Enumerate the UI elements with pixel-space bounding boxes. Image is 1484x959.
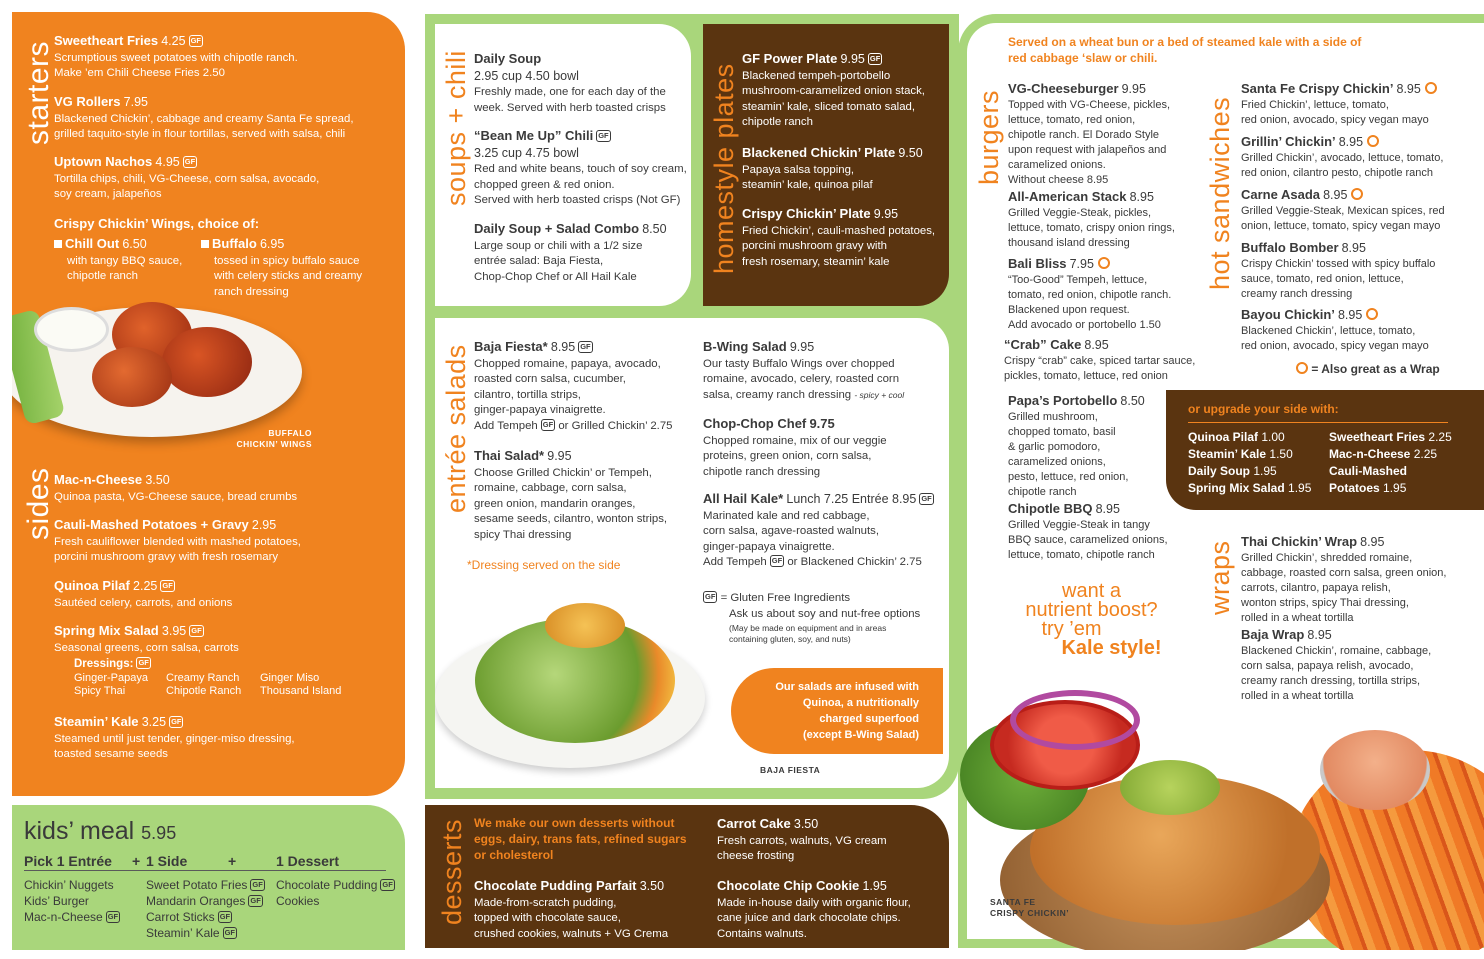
gf-badge: GF	[184, 157, 196, 166]
wrap-legend: = Also great as a Wrap	[1296, 362, 1440, 378]
gf-badge: GF	[542, 419, 554, 429]
quinoa-note-text: Our salads are infused with Quinoa, a nutritionally charged superfood (except B-Wing Salad)	[775, 681, 919, 741]
baja-fiesta-photo	[435, 588, 715, 788]
salads-panel	[435, 318, 949, 788]
soup-salad-combo-item: Daily Soup + Salad Combo 8.50 Large soup or chili with a 1/2 size entrée salad: Baja Fiesta, Chop-Chop Chef or All Hail Kale	[474, 221, 667, 283]
buffalo-bomber-item: Buffalo Bomber 8.95 Crispy Chickin’ tossed with spicy buffalo sauce, tomato, red onion, lettuce, creamy ranch dressing	[1241, 240, 1436, 300]
dressing-note: *Dressing served on the side	[467, 558, 621, 572]
baja-wrap-item: Baja Wrap 8.95 Blackened Chickin’, romaine, cabbage, corn salsa, papaya relish, avocado, creamy ranch dressing, tortilla strips, rolled in a wheat tortilla	[1241, 627, 1432, 702]
homestyle-panel	[703, 24, 949, 306]
gf-badge: GF	[250, 896, 261, 905]
soups-panel	[435, 24, 691, 306]
b-wing-salad-item: B-Wing Salad 9.95 Our tasty Buffalo Wings over chopped romaine, avocado, celery, roasted corn salsa, creamy ranch dressing - spicy + cool	[703, 339, 905, 401]
baja-fiesta-item: Baja Fiesta* 8.95 GF Chopped romaine, papaya, avocado, roasted corn salsa, cucumber, cilantro, tortilla strips, ginger-papaya vinaigrette. Add Tempeh GF or Grilled Chickin’ 2.75	[474, 339, 673, 432]
burgers-header: Served on a wheat bun or a bed of steamed kale with a side of red cabbage ‘slaw or chili.	[1008, 35, 1362, 65]
ranch-cup	[34, 307, 109, 352]
steamin-kale-item: Steamin’ Kale 3.25 GF Steamed until just tender, ginger-miso dressing, toasted sesame seeds	[54, 714, 295, 761]
salads-title: entrée salads	[441, 344, 471, 513]
tortilla-strips	[545, 603, 625, 648]
upgrade-col-b: Sweetheart Fries 2.25 Mac-n-Cheese 2.25 Cauli-Mashed Potatoes 1.95	[1329, 430, 1452, 495]
wraps-title: wraps	[1205, 540, 1235, 615]
papas-portobello-item: Papa’s Portobello 8.50 Grilled mushroom, chopped tomato, basil & garlic pomodoro, caramelized onions, pesto, lettuce, red onion, chipotle ranch	[1008, 393, 1145, 498]
blackened-plate-item: Blackened Chickin’ Plate 9.50 Papaya salsa topping, steamin’ kale, quinoa pilaf	[742, 145, 923, 192]
desserts-intro: We make our own desserts without eggs, dairy, trans fats, refined sugars or cholesterol	[474, 816, 687, 862]
gf-badge: GF	[162, 581, 173, 590]
wings-photo-caption: BUFFALO CHICKIN’ WINGS	[236, 428, 312, 449]
gf-badge: GF	[138, 658, 149, 667]
kids-entrees: Chickin’ Nuggets Kids’ Burger Mac-n-Cheese GF	[24, 878, 119, 924]
wrap-icon	[1351, 188, 1363, 200]
kids-header-row: Pick 1 Entrée + 1 Side + 1 Dessert	[24, 853, 386, 871]
desserts-panel	[425, 805, 949, 948]
upgrade-box	[1166, 390, 1484, 510]
kids-meal-title: kids’ meal 5.95	[24, 817, 177, 845]
cookie-item: Chocolate Chip Cookie 1.95 Made in-house daily with organic flour, cane juice and dark chocolate chips. Contains walnuts.	[717, 878, 911, 940]
kids-desserts: Chocolate Pudding GF Cookies	[276, 878, 393, 908]
gf-badge: GF	[382, 880, 393, 889]
wrap-icon	[1425, 82, 1437, 94]
bayou-chickin-item: Bayou Chickin’ 8.95 Blackened Chickin’, lettuce, tomato, red onion, avocado, spicy vegan mayo	[1241, 307, 1429, 352]
carne-asada-item: Carne Asada 8.95 Grilled Veggie-Steak, Mexican spices, red onion, lettuce, tomato, spicy vegan mayo	[1241, 187, 1445, 232]
pudding-parfait-item: Chocolate Pudding Parfait 3.50 Made-from-scratch pudding, topped with chocolate sauce, crushed cookies, walnuts + VG Crema	[474, 878, 669, 940]
wrap-icon	[1366, 308, 1378, 320]
kids-sides: Sweet Potato Fries GF Mandarin Oranges GF Carrot Sticks GF Steamin’ Kale GF	[146, 878, 263, 940]
desserts-title: desserts	[437, 818, 467, 925]
gf-badge: GF	[191, 626, 202, 635]
bullet-square	[201, 240, 209, 248]
gf-badge: GF	[921, 494, 932, 503]
gf-badge: GF	[705, 592, 716, 601]
mac-n-cheese-item: Mac-n-Cheese 3.50 Quinoa pasta, VG-Cheese sauce, bread crumbs	[54, 472, 298, 503]
bullet-square	[54, 240, 62, 248]
daily-soup-item: Daily Soup 2.95 cup 4.50 bowl Freshly made, one for each day of the week. Served with herb toasted crisps	[474, 51, 666, 114]
homestyle-title: homestyle plates	[709, 63, 739, 274]
hot-sandwiches-title: hot sandwiches	[1205, 96, 1235, 290]
red-onion-ring	[1010, 690, 1140, 750]
sweetheart-fries-item: Sweetheart Fries 4.25 GF Scrumptious sweet potatoes with chipotle ranch. Make ’em Chili Cheese Fries 2.50	[54, 33, 298, 80]
gf-badge: GF	[869, 54, 881, 63]
bali-bliss-item: Bali Bliss 7.95 “Too-Good” Tempeh, lettuce, tomato, red onion, chipotle ranch. Blackened upon request. Add avocado or portobello 1.50	[1008, 256, 1172, 331]
starters-sides-panel	[12, 12, 405, 796]
santa-fe-item: Santa Fe Crispy Chickin’ 8.95 Fried Chickin’, lettuce, tomato, red onion, avocado, spicy vegan mayo	[1241, 80, 1479, 128]
spring-mix-item: Spring Mix Salad 3.95 GF Seasonal greens, corn salsa, carrots	[54, 623, 239, 654]
grillin-chickin-item: Grillin’ Chickin’ 8.95 Grilled Chickin’, avocado, lettuce, tomato, red onion, cilantro pesto, chipotle ranch	[1241, 134, 1444, 179]
chipotle-ranch-cup	[1320, 730, 1430, 810]
gf-badge: GF	[224, 928, 236, 937]
bean-chili-item: “Bean Me Up” Chili GF 3.25 cup 4.75 bowl Red and white beans, touch of soy cream, chopped green & red onion. Served with herb toasted crisps (Not GF)	[474, 128, 687, 207]
gf-badge: GF	[171, 717, 182, 726]
starters-title: starters	[22, 40, 55, 145]
gf-badge: GF	[580, 342, 591, 351]
salad-photo-caption: BAJA FIESTA	[760, 765, 821, 775]
gf-badge: GF	[771, 556, 783, 566]
quinoa-pilaf-item: Quinoa Pilaf 2.25 GF Sautéed celery, carrots, and onions	[54, 578, 233, 609]
crab-cake-item: “Crab” Cake 8.95 Crispy “crab” cake, spiced tartar sauce, pickles, tomato, lettuce, red onion	[1004, 337, 1196, 382]
chop-chop-item: Chop-Chop Chef 9.75 Chopped romaine, mix of our veggie proteins, green onion, corn salsa, chipotle ranch dressing	[703, 416, 887, 478]
vg-cheeseburger-item: VG-Cheeseburger 9.95 Topped with VG-Cheese, pickles, lettuce, tomato, red onion, chipotle ranch. El Dorado Style upon request with jalapeños and caramelized onions. Without cheese 8.95	[1008, 81, 1171, 186]
all-american-item: All-American Stack 8.95 Grilled Veggie-Steak, pickles, lettuce, tomato, crispy onion rings, thousand island dressing	[1008, 189, 1175, 249]
kale-promo: want a nutrient boost? try ’em Kale style!	[1025, 580, 1162, 659]
chipotle-bbq-item: Chipotle BBQ 8.95 Grilled Veggie-Steak in tangy BBQ sauce, caramelized onions, lettuce, tomato, chipotle ranch	[1008, 501, 1168, 561]
buffalo-wings-photo	[12, 287, 302, 447]
gf-legend: GF = Gluten Free Ingredients Ask us about soy and nut-free options	[705, 592, 921, 620]
gf-badge: GF	[107, 912, 119, 921]
soups-title: soups + chili	[441, 50, 471, 206]
uptown-nachos-item: Uptown Nachos 4.95 GF Tortilla chips, chili, VG-Cheese, corn salsa, avocado, soy cream, jalapeños	[54, 154, 320, 201]
wings-heading: Crispy Chickin’ Wings, choice of:	[54, 216, 260, 231]
cauli-mashed-item: Cauli-Mashed Potatoes + Gravy 2.95 Fresh cauliflower blended with mashed potatoes, porcini mushroom gravy with fresh rosemary	[54, 517, 301, 564]
all-hail-kale-item: All Hail Kale* Lunch 7.25 Entrée 8.95 GF Marinated kale and red cabbage, corn salsa, agave-roasted walnuts, ginger-papaya vinaigrette. Add Tempeh GF or Blackened Chickin’ 2.75	[703, 491, 932, 569]
crispy-plate-item: Crispy Chickin’ Plate 9.95 Fried Chickin’, cauli-mashed potatoes, porcini mushroom gravy with fresh rosemary, steamin’ kale	[742, 206, 936, 268]
wings-buffalo: Buffalo 6.95 tossed in spicy buffalo sauce with celery sticks and creamy ranch dressing	[201, 235, 391, 300]
wrap-icon	[1367, 135, 1379, 147]
wrap-icon	[1098, 257, 1110, 269]
thai-wrap-item: Thai Chickin’ Wrap 8.95 Grilled Chickin’, shredded romaine, cabbage, roasted corn salsa, green onion, carrots, cilantro, papaya relish, wonton strips, spicy Thai dressing, rolled in a wheat tortilla	[1241, 534, 1447, 624]
wing	[92, 347, 172, 407]
vg-rollers-item: VG Rollers 7.95 Blackened Chickin’, cabbage and creamy Santa Fe spread, grilled taquito-style in flour tortillas, served with salsa, chili	[54, 94, 354, 141]
gf-badge: GF	[190, 36, 201, 45]
carrot-cake-item: Carrot Cake 3.50 Fresh carrots, walnuts, VG cream cheese frosting	[717, 816, 887, 863]
gf-badge: GF	[219, 912, 231, 921]
kids-meal-panel	[12, 805, 405, 950]
gf-badge: GF	[252, 880, 263, 889]
sides-title: sides	[22, 467, 55, 540]
thai-salad-item: Thai Salad* 9.95 Choose Grilled Chickin’ or Tempeh, romaine, cabbage, corn salsa, green onion, mandarin oranges, sesame seeds, cilantro, wonton strips, spicy Thai dressing	[474, 448, 668, 541]
wing	[162, 327, 252, 397]
guacamole	[1120, 760, 1220, 815]
gf-badge: GF	[598, 131, 609, 140]
upgrade-title: or upgrade your side with:	[1188, 402, 1448, 423]
burger-photo-caption: SANTA FE CRISPY CHICKIN’	[990, 897, 1070, 918]
upgrade-col-a: Quinoa Pilaf 1.00 Steamin’ Kale 1.50 Daily Soup 1.95 Spring Mix Salad 1.95	[1188, 430, 1312, 495]
gf-power-plate-item: GF Power Plate 9.95 GF Blackened tempeh-portobello mushroom-caramelized onion stack, steamin’ kale, sliced tomato salad, chipotle ranch	[742, 51, 925, 129]
gf-disclaimer: (May be made on equipment and in areas containing gluten, soy, and nuts)	[729, 623, 887, 644]
dressings-list: Dressings: GF Ginger-Papaya Spicy Thai Creamy Ranch Chipotle Ranch Ginger Miso Thousand Island	[74, 658, 342, 697]
wrap-icon	[1296, 362, 1308, 374]
burgers-title: burgers	[974, 89, 1004, 185]
wings-chill-out: Chill Out 6.50 with tangy BBQ sauce, chipotle ranch	[54, 235, 204, 285]
